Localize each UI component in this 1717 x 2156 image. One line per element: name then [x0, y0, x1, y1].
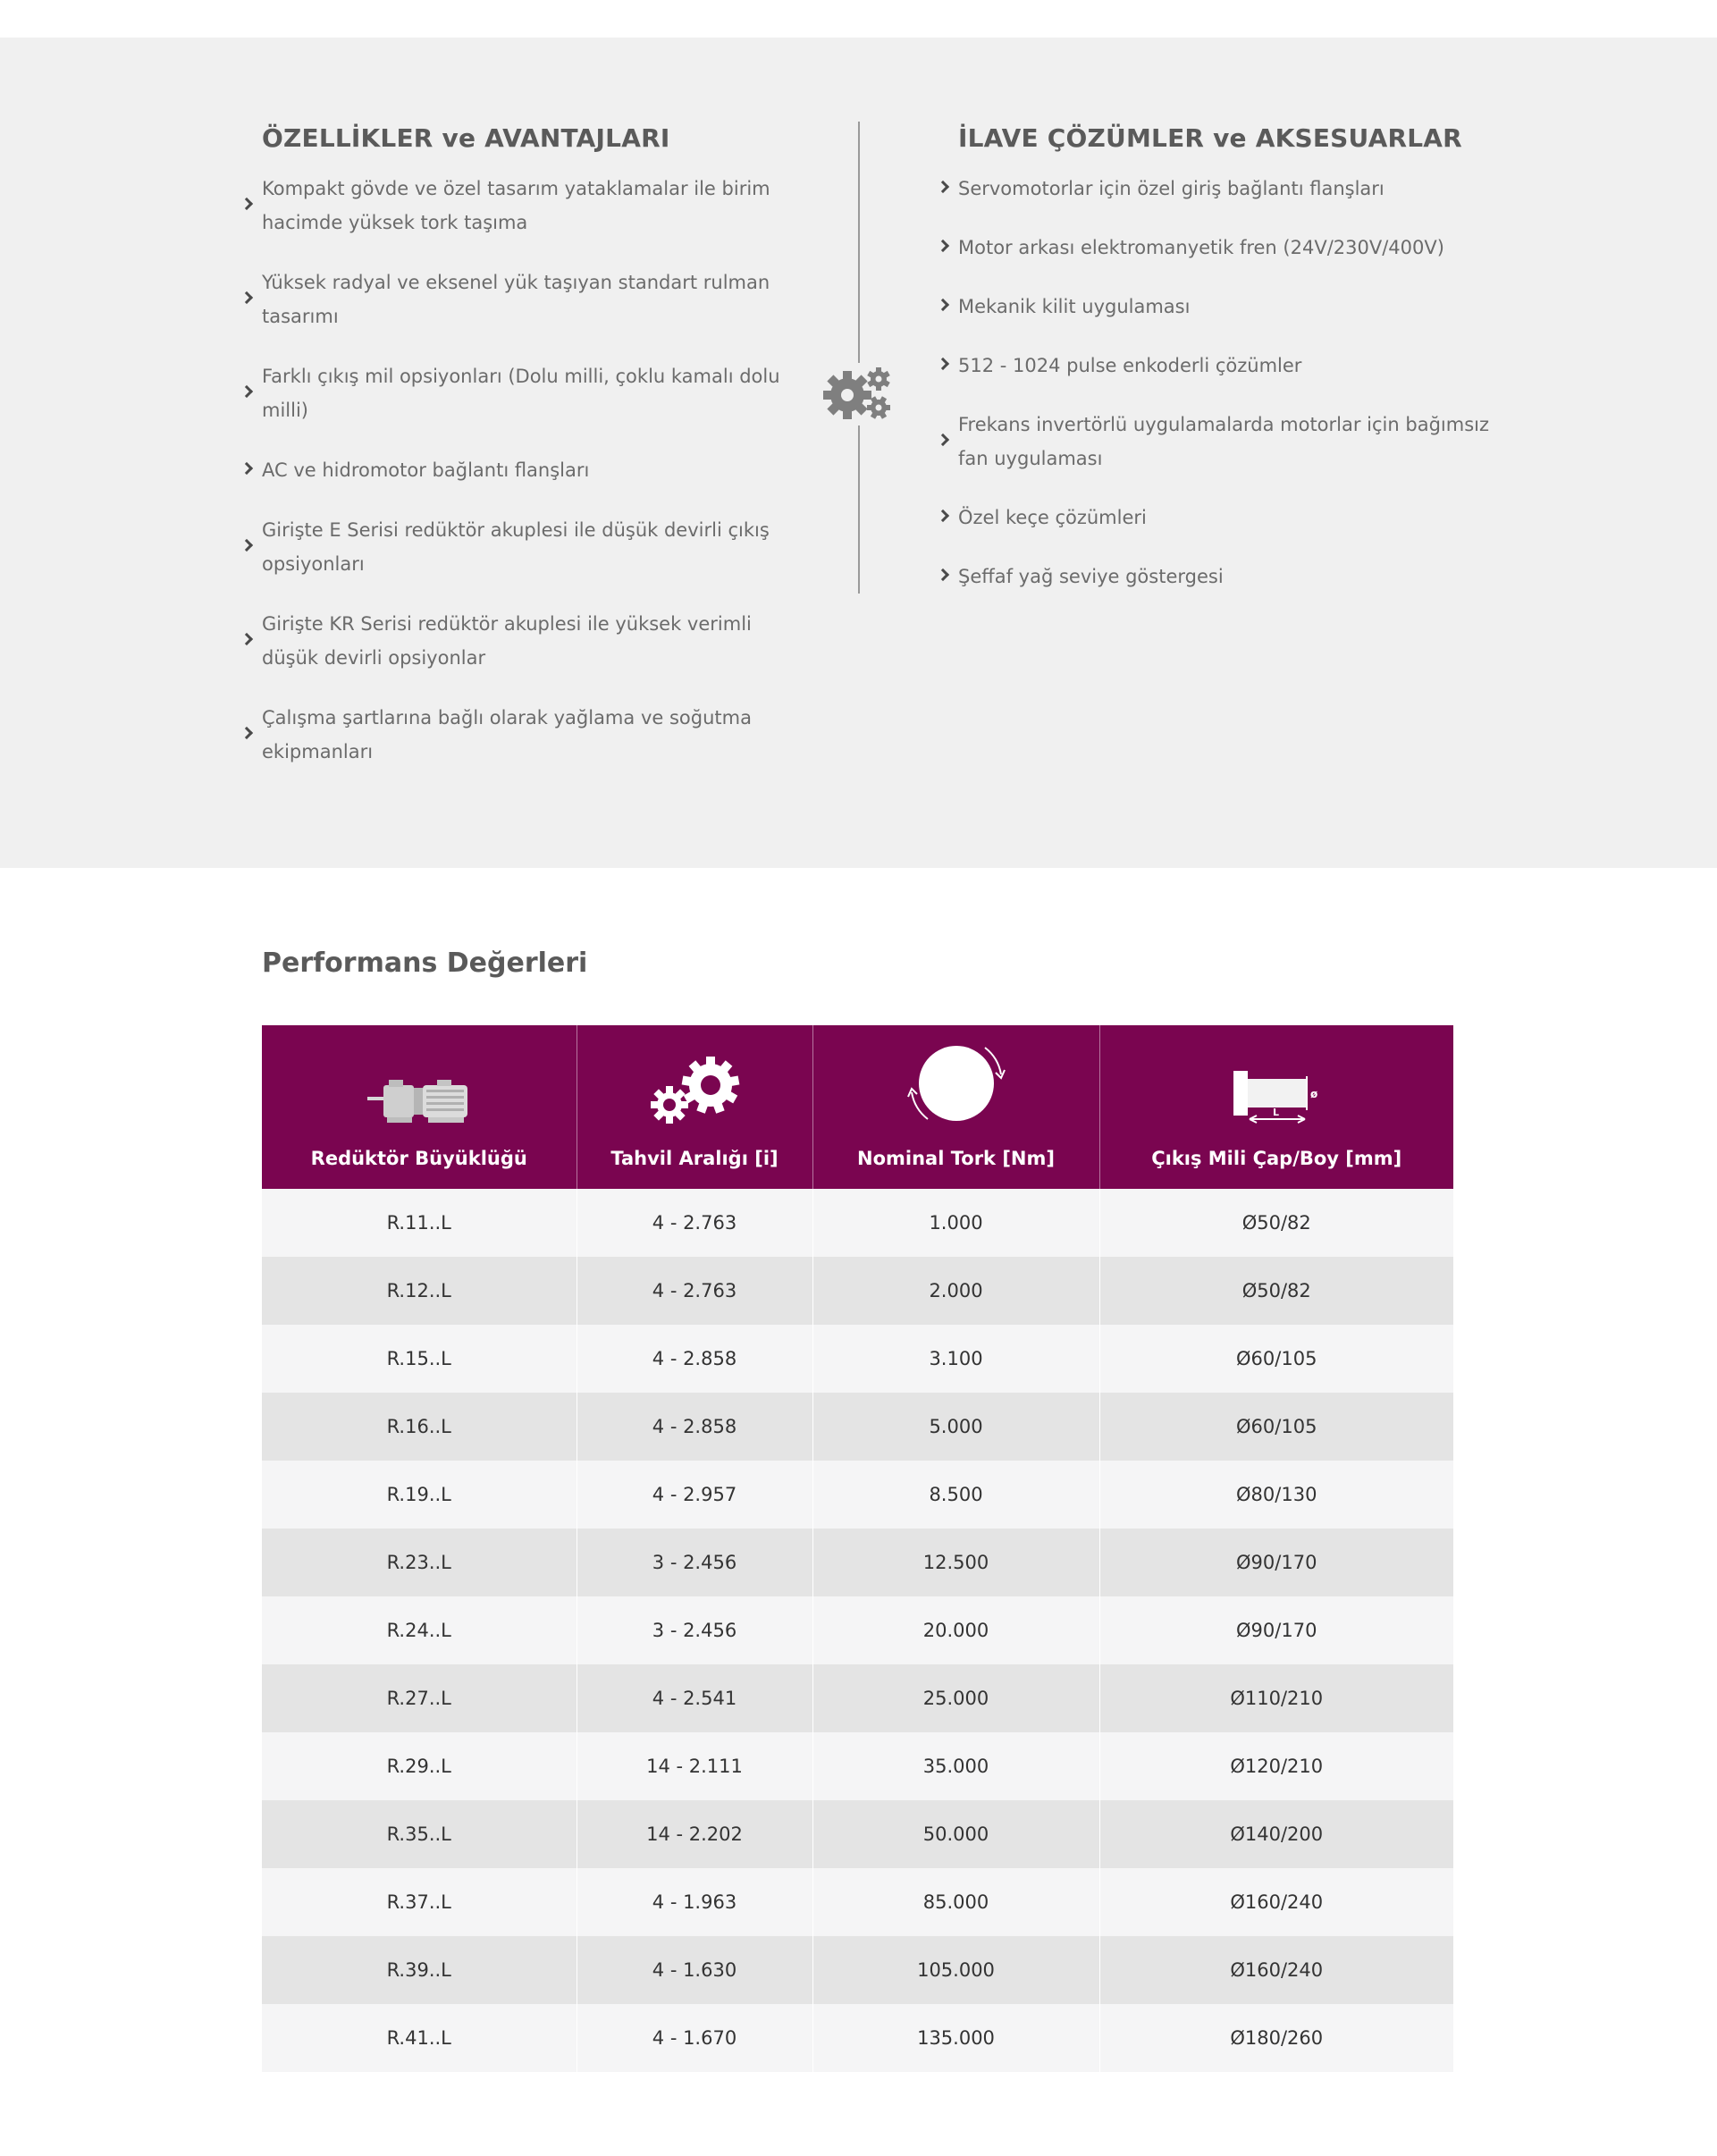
gears-divider-icon — [822, 363, 896, 425]
feature-text: Farklı çıkış mil opsiyonları (Dolu milli, çoklu kamalı dolu milli) — [262, 366, 780, 421]
torque-cell: 3.100 — [812, 1325, 1099, 1393]
accessory-item — [958, 231, 1494, 265]
shaft-cell: Ø160/240 — [1099, 1936, 1453, 2004]
shaft-cell: Ø60/105 — [1099, 1325, 1453, 1393]
shaft-cell: Ø50/82 — [1099, 1257, 1453, 1325]
accessory-item — [958, 349, 1494, 383]
ratio-cell: 3 - 2.456 — [577, 1529, 812, 1596]
ratio-cell: 4 - 2.763 — [577, 1189, 812, 1257]
reducer-size-cell: R.19..L — [262, 1461, 577, 1529]
feature-item — [262, 265, 780, 333]
gear-reducer-icon — [366, 1073, 473, 1126]
ratio-cell: 3 - 2.456 — [577, 1596, 812, 1664]
performance-title: Performans Değerleri — [262, 947, 588, 979]
table-row — [262, 1461, 1453, 1529]
accessory-text: Servomotorlar için özel giriş bağlantı flanşları — [958, 178, 1385, 199]
torque-cell: 8.500 — [812, 1461, 1099, 1529]
table-header-row — [262, 1025, 1453, 1189]
torque-cell: 12.500 — [812, 1529, 1099, 1596]
accessory-text: Frekans invertörlü uygulamalarda motorlar için bağımsız fan uygulaması — [958, 414, 1489, 469]
shaft-cell: Ø110/210 — [1099, 1664, 1453, 1732]
accessories-title: İLAVE ÇÖZÜMLER ve AKSESUARLAR — [958, 123, 1462, 153]
accessory-text: Mekanik kilit uygulaması — [958, 296, 1191, 317]
feature-text: Yüksek radyal ve eksenel yük taşıyan standart rulman tasarımı — [262, 272, 770, 327]
feature-item — [262, 172, 780, 240]
chevron-right-icon — [240, 727, 253, 739]
ratio-cell: 14 - 2.111 — [577, 1732, 812, 1800]
ratio-cell: 4 - 1.963 — [577, 1868, 812, 1936]
feature-item — [262, 359, 780, 427]
chevron-right-icon — [937, 240, 949, 252]
feature-text: AC ve hidromotor bağlantı flanşları — [262, 459, 590, 481]
feature-item — [262, 607, 780, 675]
header-reducer-size — [262, 1025, 577, 1189]
features-list — [262, 172, 780, 795]
reducer-size-cell: R.39..L — [262, 1936, 577, 2004]
ratio-cell: 4 - 1.630 — [577, 1936, 812, 2004]
chevron-right-icon — [937, 434, 949, 446]
reducer-size-cell: R.23..L — [262, 1529, 577, 1596]
header-label: Redüktör Büyüklüğü — [310, 1148, 527, 1169]
table-row — [262, 1257, 1453, 1325]
reducer-size-cell: R.37..L — [262, 1868, 577, 1936]
accessory-text: Şeffaf yağ seviye göstergesi — [958, 566, 1224, 587]
shaft-cell: Ø90/170 — [1099, 1529, 1453, 1596]
torque-cell: 2.000 — [812, 1257, 1099, 1325]
svg-text:L: L — [1273, 1107, 1280, 1118]
accessories-list — [958, 172, 1494, 619]
accessory-item — [958, 290, 1494, 324]
accessory-item — [958, 172, 1494, 206]
reducer-size-cell: R.29..L — [262, 1732, 577, 1800]
table-row — [262, 1664, 1453, 1732]
table-row — [262, 1325, 1453, 1393]
reducer-size-cell: R.27..L — [262, 1664, 577, 1732]
header-output-shaft — [1099, 1025, 1453, 1189]
torque-cell: 85.000 — [812, 1868, 1099, 1936]
header-label: Çıkış Mili Çap/Boy [mm] — [1151, 1148, 1402, 1169]
torque-cell: 5.000 — [812, 1393, 1099, 1461]
header-nominal-torque — [812, 1025, 1099, 1189]
reducer-size-cell: R.35..L — [262, 1800, 577, 1868]
table-row — [262, 1936, 1453, 2004]
torque-cell: 50.000 — [812, 1800, 1099, 1868]
ratio-cell: 4 - 2.858 — [577, 1325, 812, 1393]
gears-icon — [641, 1055, 748, 1126]
feature-item — [262, 453, 780, 487]
torque-cell: 35.000 — [812, 1732, 1099, 1800]
features-title: ÖZELLİKLER ve AVANTAJLARI — [262, 123, 670, 153]
ratio-cell: 4 - 2.957 — [577, 1461, 812, 1529]
chevron-right-icon — [937, 358, 949, 370]
accessory-text: 512 - 1024 pulse enkoderli çözümler — [958, 355, 1302, 376]
reducer-size-cell: R.12..L — [262, 1257, 577, 1325]
svg-text:ø: ø — [1310, 1088, 1318, 1100]
torque-cell: 25.000 — [812, 1664, 1099, 1732]
chevron-right-icon — [240, 291, 253, 304]
shaft-cell: Ø140/200 — [1099, 1800, 1453, 1868]
chevron-right-icon — [240, 462, 253, 475]
shaft-cell: Ø50/82 — [1099, 1189, 1453, 1257]
reducer-size-cell: R.41..L — [262, 2004, 577, 2072]
header-ratio-range — [577, 1025, 812, 1189]
shaft-icon — [1223, 1067, 1330, 1126]
table-row — [262, 1529, 1453, 1596]
table-row — [262, 2004, 1453, 2072]
ratio-cell: 4 - 2.858 — [577, 1393, 812, 1461]
reducer-size-cell: R.24..L — [262, 1596, 577, 1664]
table-row — [262, 1868, 1453, 1936]
feature-text: Çalışma şartlarına bağlı olarak yağlama ve soğutma ekipmanları — [262, 707, 752, 762]
top-strip — [0, 0, 1717, 38]
feature-text: Kompakt gövde ve özel tasarım yataklamalar ile birim hacimde yüksek tork taşıma — [262, 178, 770, 233]
accessory-text: Özel keçe çözümleri — [958, 507, 1147, 528]
chevron-right-icon — [937, 299, 949, 311]
shaft-cell: Ø160/240 — [1099, 1868, 1453, 1936]
feature-text: Girişte KR Serisi redüktör akuplesi ile yüksek verimli düşük devirli opsiyonlar — [262, 613, 752, 669]
feature-item — [262, 701, 780, 769]
chevron-right-icon — [937, 510, 949, 522]
shaft-cell: Ø120/210 — [1099, 1732, 1453, 1800]
torque-cell: 105.000 — [812, 1936, 1099, 2004]
accessory-item — [958, 408, 1494, 476]
shaft-cell: Ø90/170 — [1099, 1596, 1453, 1664]
table-row — [262, 1732, 1453, 1800]
header-label: Nominal Tork [Nm] — [857, 1148, 1055, 1169]
ratio-cell: 4 - 2.763 — [577, 1257, 812, 1325]
chevron-right-icon — [240, 539, 253, 552]
feature-item — [262, 513, 780, 581]
table-row — [262, 1393, 1453, 1461]
ratio-cell: 14 - 2.202 — [577, 1800, 812, 1868]
accessory-text: Motor arkası elektromanyetik fren (24V/230V/400V) — [958, 237, 1444, 258]
ratio-cell: 4 - 2.541 — [577, 1664, 812, 1732]
torque-cell: 20.000 — [812, 1596, 1099, 1664]
features-section — [0, 38, 1717, 868]
ratio-cell: 4 - 1.670 — [577, 2004, 812, 2072]
chevron-right-icon — [937, 568, 949, 581]
table-body — [262, 1189, 1453, 2072]
reducer-size-cell: R.11..L — [262, 1189, 577, 1257]
reducer-size-cell: R.16..L — [262, 1393, 577, 1461]
chevron-right-icon — [937, 181, 949, 193]
torque-cell: 135.000 — [812, 2004, 1099, 2072]
torque-icon — [903, 1042, 1010, 1126]
table-row — [262, 1189, 1453, 1257]
table-row — [262, 1800, 1453, 1868]
torque-cell: 1.000 — [812, 1189, 1099, 1257]
performance-table — [262, 1025, 1453, 2072]
shaft-cell: Ø80/130 — [1099, 1461, 1453, 1529]
chevron-right-icon — [240, 198, 253, 210]
column-divider — [858, 122, 860, 363]
shaft-cell: Ø60/105 — [1099, 1393, 1453, 1461]
shaft-cell: Ø180/260 — [1099, 2004, 1453, 2072]
chevron-right-icon — [240, 385, 253, 398]
header-label: Tahvil Aralığı [i] — [610, 1148, 779, 1169]
accessory-item — [958, 501, 1494, 535]
feature-text: Girişte E Serisi redüktör akuplesi ile düşük devirli çıkış opsiyonları — [262, 519, 770, 575]
reducer-size-cell: R.15..L — [262, 1325, 577, 1393]
table-row — [262, 1596, 1453, 1664]
chevron-right-icon — [240, 633, 253, 645]
accessory-item — [958, 560, 1494, 594]
